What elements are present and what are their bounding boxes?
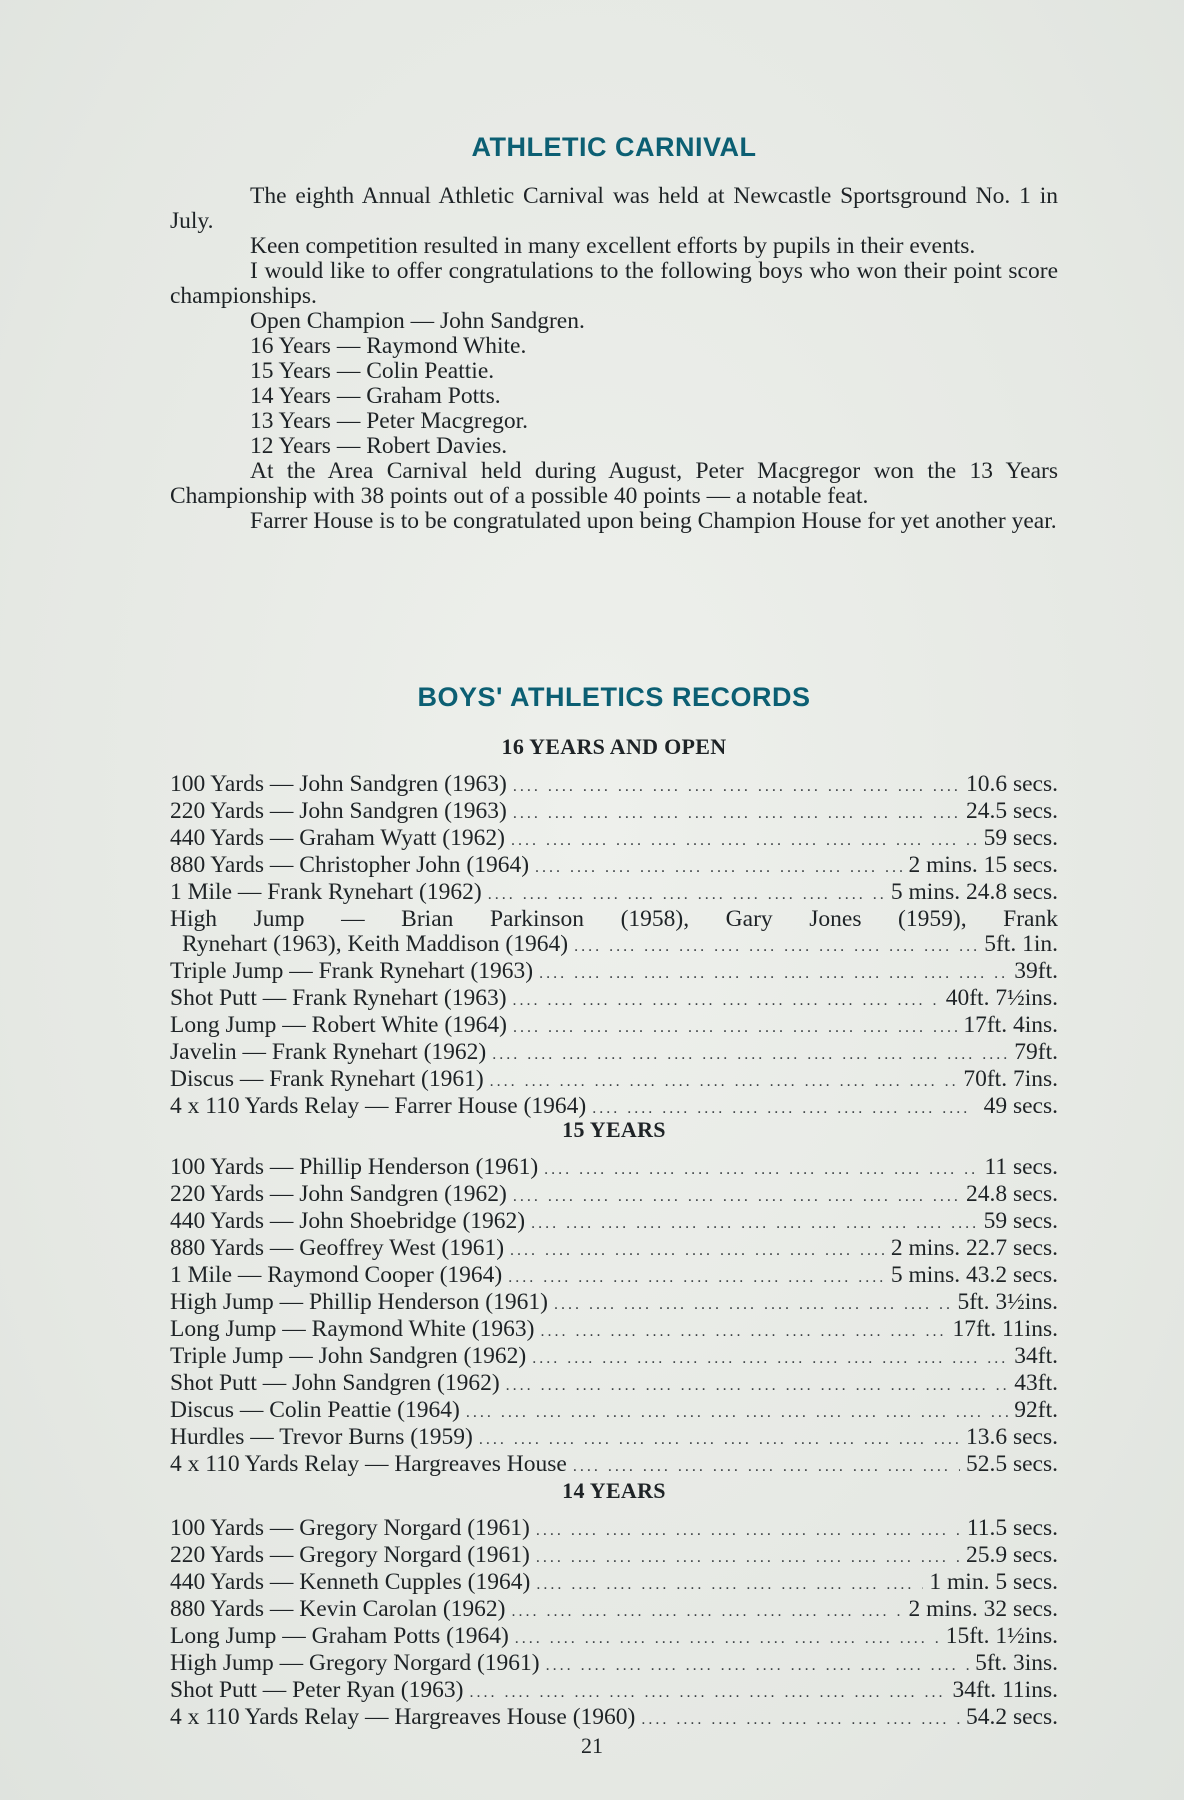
intro-paragraph: I would like to offer congratulations to the following boys who won their point score championships. xyxy=(170,258,1058,309)
record-value: 59 secs. xyxy=(983,1208,1058,1234)
record-event: Shot Putt — John Sandgren (1962) xyxy=(170,1370,500,1396)
record-row xyxy=(170,1624,1058,1651)
record-row xyxy=(170,1236,1058,1263)
record-event: Long Jump — Graham Potts (1964) xyxy=(170,1623,509,1649)
section-15-years xyxy=(170,1117,1058,1479)
record-value: 2 mins. 15 secs. xyxy=(908,852,1058,878)
record-row xyxy=(170,1570,1058,1597)
record-value: 5 mins. 24.8 secs. xyxy=(890,879,1058,905)
record-row xyxy=(170,799,1058,826)
record-event: 100 Yards — John Sandgren (1963) xyxy=(170,771,507,797)
record-value: 52.5 secs. xyxy=(965,1451,1058,1477)
records-title: BOYS' ATHLETICS RECORDS xyxy=(417,682,811,712)
record-row xyxy=(170,853,1058,880)
records-list xyxy=(170,1516,1058,1732)
record-value: 10.6 secs. xyxy=(965,771,1058,797)
record-row xyxy=(170,1597,1058,1624)
record-row xyxy=(170,1344,1058,1371)
record-event: 4 x 110 Yards Relay — Farrer House (1964) xyxy=(170,1093,587,1119)
record-value: 5ft. 1in. xyxy=(984,931,1058,957)
record-event: 100 Yards — Phillip Henderson (1961) xyxy=(170,1154,539,1180)
record-event: High Jump — Gregory Norgard (1961) xyxy=(170,1650,540,1676)
record-event: 1 Mile — Raymond Cooper (1964) xyxy=(170,1262,503,1288)
record-value: 13.6 secs. xyxy=(965,1424,1058,1450)
record-event: Shot Putt — Peter Ryan (1963) xyxy=(170,1677,464,1703)
record-value: 24.8 secs. xyxy=(965,1181,1058,1207)
champion-item: 15 Years — Colin Peattie. xyxy=(250,358,495,384)
record-row xyxy=(170,1371,1058,1398)
carnival-section xyxy=(170,132,1058,163)
record-event: Long Jump — Raymond White (1963) xyxy=(170,1316,535,1342)
record-event: 1 Mile — Frank Rynehart (1962) xyxy=(170,879,482,905)
record-value: 54.2 secs. xyxy=(965,1704,1058,1730)
record-row xyxy=(170,880,1058,907)
record-value: 79ft. xyxy=(1014,1039,1058,1065)
intro-text xyxy=(170,184,1058,534)
record-event: 880 Yards — Geoffrey West (1961) xyxy=(170,1235,505,1261)
high-jump-line: High Jump — Brian Parkinson (1958), Gary Jones (1959), Frank xyxy=(170,906,1058,932)
page-title: ATHLETIC CARNIVAL xyxy=(471,132,757,162)
record-value: 17ft. 4ins. xyxy=(963,1012,1058,1038)
section-open xyxy=(170,734,1058,1121)
record-event: 220 Yards — John Sandgren (1963) xyxy=(170,798,507,824)
record-event: Javelin — Frank Rynehart (1962) xyxy=(170,1039,487,1065)
champion-item: 12 Years — Robert Davies. xyxy=(250,433,508,459)
champions-list xyxy=(170,309,1058,459)
record-value: 34ft. xyxy=(1014,1343,1058,1369)
record-row xyxy=(170,1678,1058,1705)
record-event: 880 Yards — Kevin Carolan (1962) xyxy=(170,1596,506,1622)
record-value: 5ft. 3ins. xyxy=(975,1650,1058,1676)
record-event: 4 x 110 Yards Relay — Hargreaves House (1960) xyxy=(170,1704,636,1730)
record-row xyxy=(170,986,1058,1013)
record-row xyxy=(170,1013,1058,1040)
record-value: 24.5 secs. xyxy=(965,798,1058,824)
section-14-years xyxy=(170,1478,1058,1732)
record-value: 5 mins. 43.2 secs. xyxy=(890,1262,1058,1288)
section-heading: 15 YEARS xyxy=(562,1117,666,1142)
section-heading: 14 YEARS xyxy=(562,1478,666,1503)
record-row xyxy=(170,1155,1058,1182)
record-event: Triple Jump — John Sandgren (1962) xyxy=(170,1343,527,1369)
record-value: 11 secs. xyxy=(984,1154,1058,1180)
champion-item: Open Champion — John Sandgren. xyxy=(250,308,585,334)
record-value: 40ft. 7½ins. xyxy=(945,985,1058,1011)
record-value: 1 min. 5 secs. xyxy=(929,1569,1058,1595)
record-value: 59 secs. xyxy=(983,825,1058,851)
record-event: 220 Yards — Gregory Norgard (1961) xyxy=(170,1542,530,1568)
record-row xyxy=(170,1067,1058,1094)
record-row xyxy=(170,1425,1058,1452)
record-value: 39ft. xyxy=(1014,958,1058,984)
record-value: 70ft. 7ins. xyxy=(963,1066,1058,1092)
records-list xyxy=(170,772,1058,1121)
record-row xyxy=(170,1651,1058,1678)
record-row xyxy=(170,772,1058,799)
record-row xyxy=(170,959,1058,986)
record-value: 11.5 secs. xyxy=(966,1515,1058,1541)
closing-paragraph: At the Area Carnival held during August, Peter Macgregor won the 13 Years Championship with 38 points out of a possible 40 points — a notable feat. xyxy=(170,458,1058,509)
record-event: 440 Yards — Graham Wyatt (1962) xyxy=(170,825,505,851)
record-event: Discus — Colin Peattie (1964) xyxy=(170,1397,460,1423)
record-event: 4 x 110 Yards Relay — Hargreaves House xyxy=(170,1451,567,1477)
record-event: Hurdles — Trevor Burns (1959) xyxy=(170,1424,473,1450)
record-event: Rynehart (1963), Keith Maddison (1964) xyxy=(182,931,569,957)
record-event: Shot Putt — Frank Rynehart (1963) xyxy=(170,985,507,1011)
record-row xyxy=(170,932,1058,959)
record-event: 880 Yards — Christopher John (1964) xyxy=(170,852,530,878)
champion-item: 13 Years — Peter Macgregor. xyxy=(250,408,529,434)
record-row xyxy=(170,826,1058,853)
record-event: 440 Yards — John Shoebridge (1962) xyxy=(170,1208,526,1234)
closing-paragraph: Farrer House is to be congratulated upon being Champion House for yet another year. xyxy=(250,508,1057,534)
record-event: 100 Yards — Gregory Norgard (1961) xyxy=(170,1515,530,1541)
intro-paragraph: Keen competition resulted in many excellent efforts by pupils in their events. xyxy=(250,233,976,259)
page-number: 21 xyxy=(581,1733,603,1758)
record-value: 49 secs. xyxy=(983,1093,1058,1119)
record-event: 220 Yards — John Sandgren (1962) xyxy=(170,1181,507,1207)
record-value: 34ft. 11ins. xyxy=(952,1677,1058,1703)
record-value: 43ft. xyxy=(1014,1370,1058,1396)
records-header xyxy=(170,682,1058,713)
record-value: 92ft. xyxy=(1014,1397,1058,1423)
record-row xyxy=(170,1398,1058,1425)
champion-item: 14 Years — Graham Potts. xyxy=(250,383,501,409)
record-row xyxy=(170,1290,1058,1317)
record-row xyxy=(170,1543,1058,1570)
records-list xyxy=(170,1155,1058,1479)
record-row xyxy=(170,1452,1058,1479)
record-value: 5ft. 3½ins. xyxy=(957,1289,1058,1315)
record-value: 2 mins. 32 secs. xyxy=(908,1596,1058,1622)
record-row xyxy=(170,1705,1058,1732)
champion-item: 16 Years — Raymond White. xyxy=(250,333,527,359)
record-row xyxy=(170,1317,1058,1344)
record-event: Discus — Frank Rynehart (1961) xyxy=(170,1066,484,1092)
record-row xyxy=(170,1209,1058,1236)
section-heading: 16 YEARS AND OPEN xyxy=(501,734,727,759)
record-row xyxy=(170,1182,1058,1209)
record-value: 2 mins. 22.7 secs. xyxy=(890,1235,1058,1261)
record-event: High Jump — Phillip Henderson (1961) xyxy=(170,1289,548,1315)
record-row xyxy=(170,1040,1058,1067)
record-value: 17ft. 11ins. xyxy=(952,1316,1058,1342)
record-event: Triple Jump — Frank Rynehart (1963) xyxy=(170,958,534,984)
record-row xyxy=(170,1263,1058,1290)
record-value: 25.9 secs. xyxy=(965,1542,1058,1568)
record-row xyxy=(170,1516,1058,1543)
intro-paragraph: The eighth Annual Athletic Carnival was held at Newcastle Sportsground No. 1 in July. xyxy=(170,183,1058,234)
record-event: Long Jump — Robert White (1964) xyxy=(170,1012,508,1038)
record-event: 440 Yards — Kenneth Cupples (1964) xyxy=(170,1569,531,1595)
record-value: 15ft. 1½ins. xyxy=(945,1623,1058,1649)
